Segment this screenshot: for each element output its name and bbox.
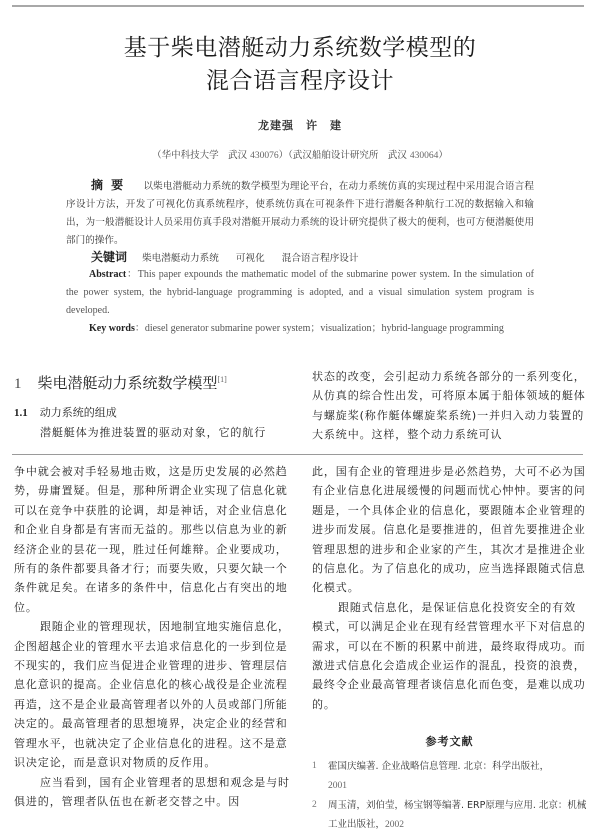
paragraph: 此，国有企业的管理进步是必然趋势，大可不必为国有企业信息化进展缓慢的问题而忧心忡忡。要害的问题是，一个具体企业的信息化，要跟随本企业管理的进步而发展。信息化是要推进的，但首先要推进企业管理思想的进步和企业家的产生，其次才是推进企业的信息化。为了信息化的成功，应当选择跟随式信息化模式。 <box>312 465 586 595</box>
affiliation-part-1: （华中科技大学 武汉 <box>152 150 251 161</box>
abstract-cn-label: 摘要 <box>91 178 132 192</box>
section-heading <box>14 372 227 393</box>
body-left-column <box>14 462 290 811</box>
authors: 龙建强 许 建 <box>258 119 342 132</box>
reference-text <box>328 757 549 796</box>
references-title: 参考文献 <box>425 735 474 748</box>
paragraph: 争中就会被对手轻易地击败，这是历史发展的必然趋势，毋庸置疑。但是，那种所谓企业实现了信息化就可以在竞争中获胜的论调，却是神话，对企业信息化和企业自身都是有害而无益的。那些以信息为业的新经济企业的昙花一现，胜过任何雄辩。企业要成功，所有的条件都要具备才行；而要失败，只要欠缺一个条件就足矣。在诸多的条件中，信息化占有突出的地位。 <box>14 465 288 614</box>
abstract-en <box>66 266 534 338</box>
reference-item <box>312 757 592 796</box>
reference-year: 2001 <box>328 781 347 791</box>
affiliation-part-3: ） <box>438 150 448 161</box>
keywords-en-label: Key words <box>89 323 135 334</box>
reference-body: 周玉清，刘伯莹，杨宝钢等编著. ERP原理与应用. 北京：机械工业出版社， <box>328 800 587 830</box>
subsection-heading <box>14 404 117 420</box>
top-rule <box>12 5 584 7</box>
keyword: 可视化 <box>235 253 265 264</box>
reference-text <box>328 796 592 835</box>
section-left-text <box>40 423 302 442</box>
title-line-1: 基于柴电潜艇动力系统数学模型的 <box>123 35 477 61</box>
keywords-cn-label: 关键词 <box>91 250 128 264</box>
subsection-number: 1.1 <box>14 407 28 419</box>
body-right-column <box>312 462 587 714</box>
paragraph: 跟随式信息化，是保证信息化投资安全的有效模式，可以满足企业在现有经营管理水平下对信息的需求，可以在不断的积累中前进，最终取得成功。而激进式信息化会造成企业运作的混乱，投资的浪费，最终令企业最高管理者谈信息化而色变，是难以成功的。 <box>312 600 586 711</box>
reference-year: 2002 <box>385 820 405 830</box>
paper-title <box>0 32 600 98</box>
keywords-cn <box>91 248 372 265</box>
reference-number: 2 <box>312 800 317 810</box>
paragraph: 潜艇艇体为推进装置的驱动对象，它的航行 <box>40 426 267 439</box>
keywords-en-text: ：diesel generator submarine power system；visualization；hybrid-language programming <box>134 323 504 334</box>
abstract-cn-text: 以柴电潜艇动力系统的数学模型为理论平台，在动力系统仿真的实现过程中采用混合语言程序设计方法，开发了可视化仿真系统程序，使系统仿真在可视条件下进行潜艇各种航行工况的数据输入和输出，为一般潜艇设计人员采用仿真手段对潜艇开展动力系统的设计研究提供了极大的便利，也可方便潜艇使用部门的操作。 <box>66 181 534 246</box>
affiliation <box>0 147 600 161</box>
abstract-en-paragraph <box>66 266 534 320</box>
abstract-en-text: ：This paper expounds the mathematic model of the submarine power system. In the simulation of the power system, the hybrid-language programming is adopted, and a visual simulation system program is developed. <box>66 269 534 316</box>
keyword: 混合语言程序设计 <box>281 253 359 264</box>
paragraph: 跟随企业的管理现状，因地制宜地实施信息化，企图超越企业的管理水平去追求信息化的一步到位是不现实的，我们应当促进企业管理的进步、管理层信息化意识的提高。企业信息化的核心战役是企业流程再造，这不是企业最高管理者以外的人员或部门所能决定的。最高管理者的思想境界，决定企业的经营和管理水平，也就决定了企业信息化的进程。这不是意识决定论，而是意识对物质的反作用。 <box>14 620 290 770</box>
subsection-title: 动力系统的组成 <box>39 406 117 419</box>
reference-item <box>312 796 592 835</box>
section-title: 柴电潜艇动力系统数学模型 <box>37 374 218 392</box>
paragraph: 状态的改变，会引起动力系统各部分的一系列变化，从仿真的综合性出发，可将原本属于船体领域的艇体与螺旋桨(称作艇体螺旋桨系统)一并归入动力装置的大系统中。这样，整个动力系统可认 <box>312 370 586 442</box>
references-list <box>312 757 592 835</box>
affiliation-part-2: ）（武汉船舶设计研究所 武汉 <box>278 150 410 161</box>
paragraph: 应当看到，国有企业管理者的思想和观念是与时俱进的，管理者队伍也在新老交替之中。因 <box>14 775 290 808</box>
abstract-en-label: Abstract <box>89 269 127 280</box>
section-right-text <box>312 367 587 445</box>
zip-1: 430076 <box>250 151 279 161</box>
page-separator <box>12 454 583 455</box>
keywords-en-paragraph <box>66 320 534 338</box>
zip-2: 430064 <box>409 151 439 161</box>
abstract-cn <box>66 176 534 250</box>
reference-number: 1 <box>312 761 317 771</box>
keyword: 柴电潜艇动力系统 <box>142 253 219 264</box>
reference-body: 霍国庆编著. 企业战略信息管理. 北京：科学出版社， <box>328 761 550 772</box>
title-line-2: 混合语言程序设计 <box>206 68 394 94</box>
section-number: 1 <box>14 376 22 392</box>
citation: [1] <box>217 375 227 384</box>
